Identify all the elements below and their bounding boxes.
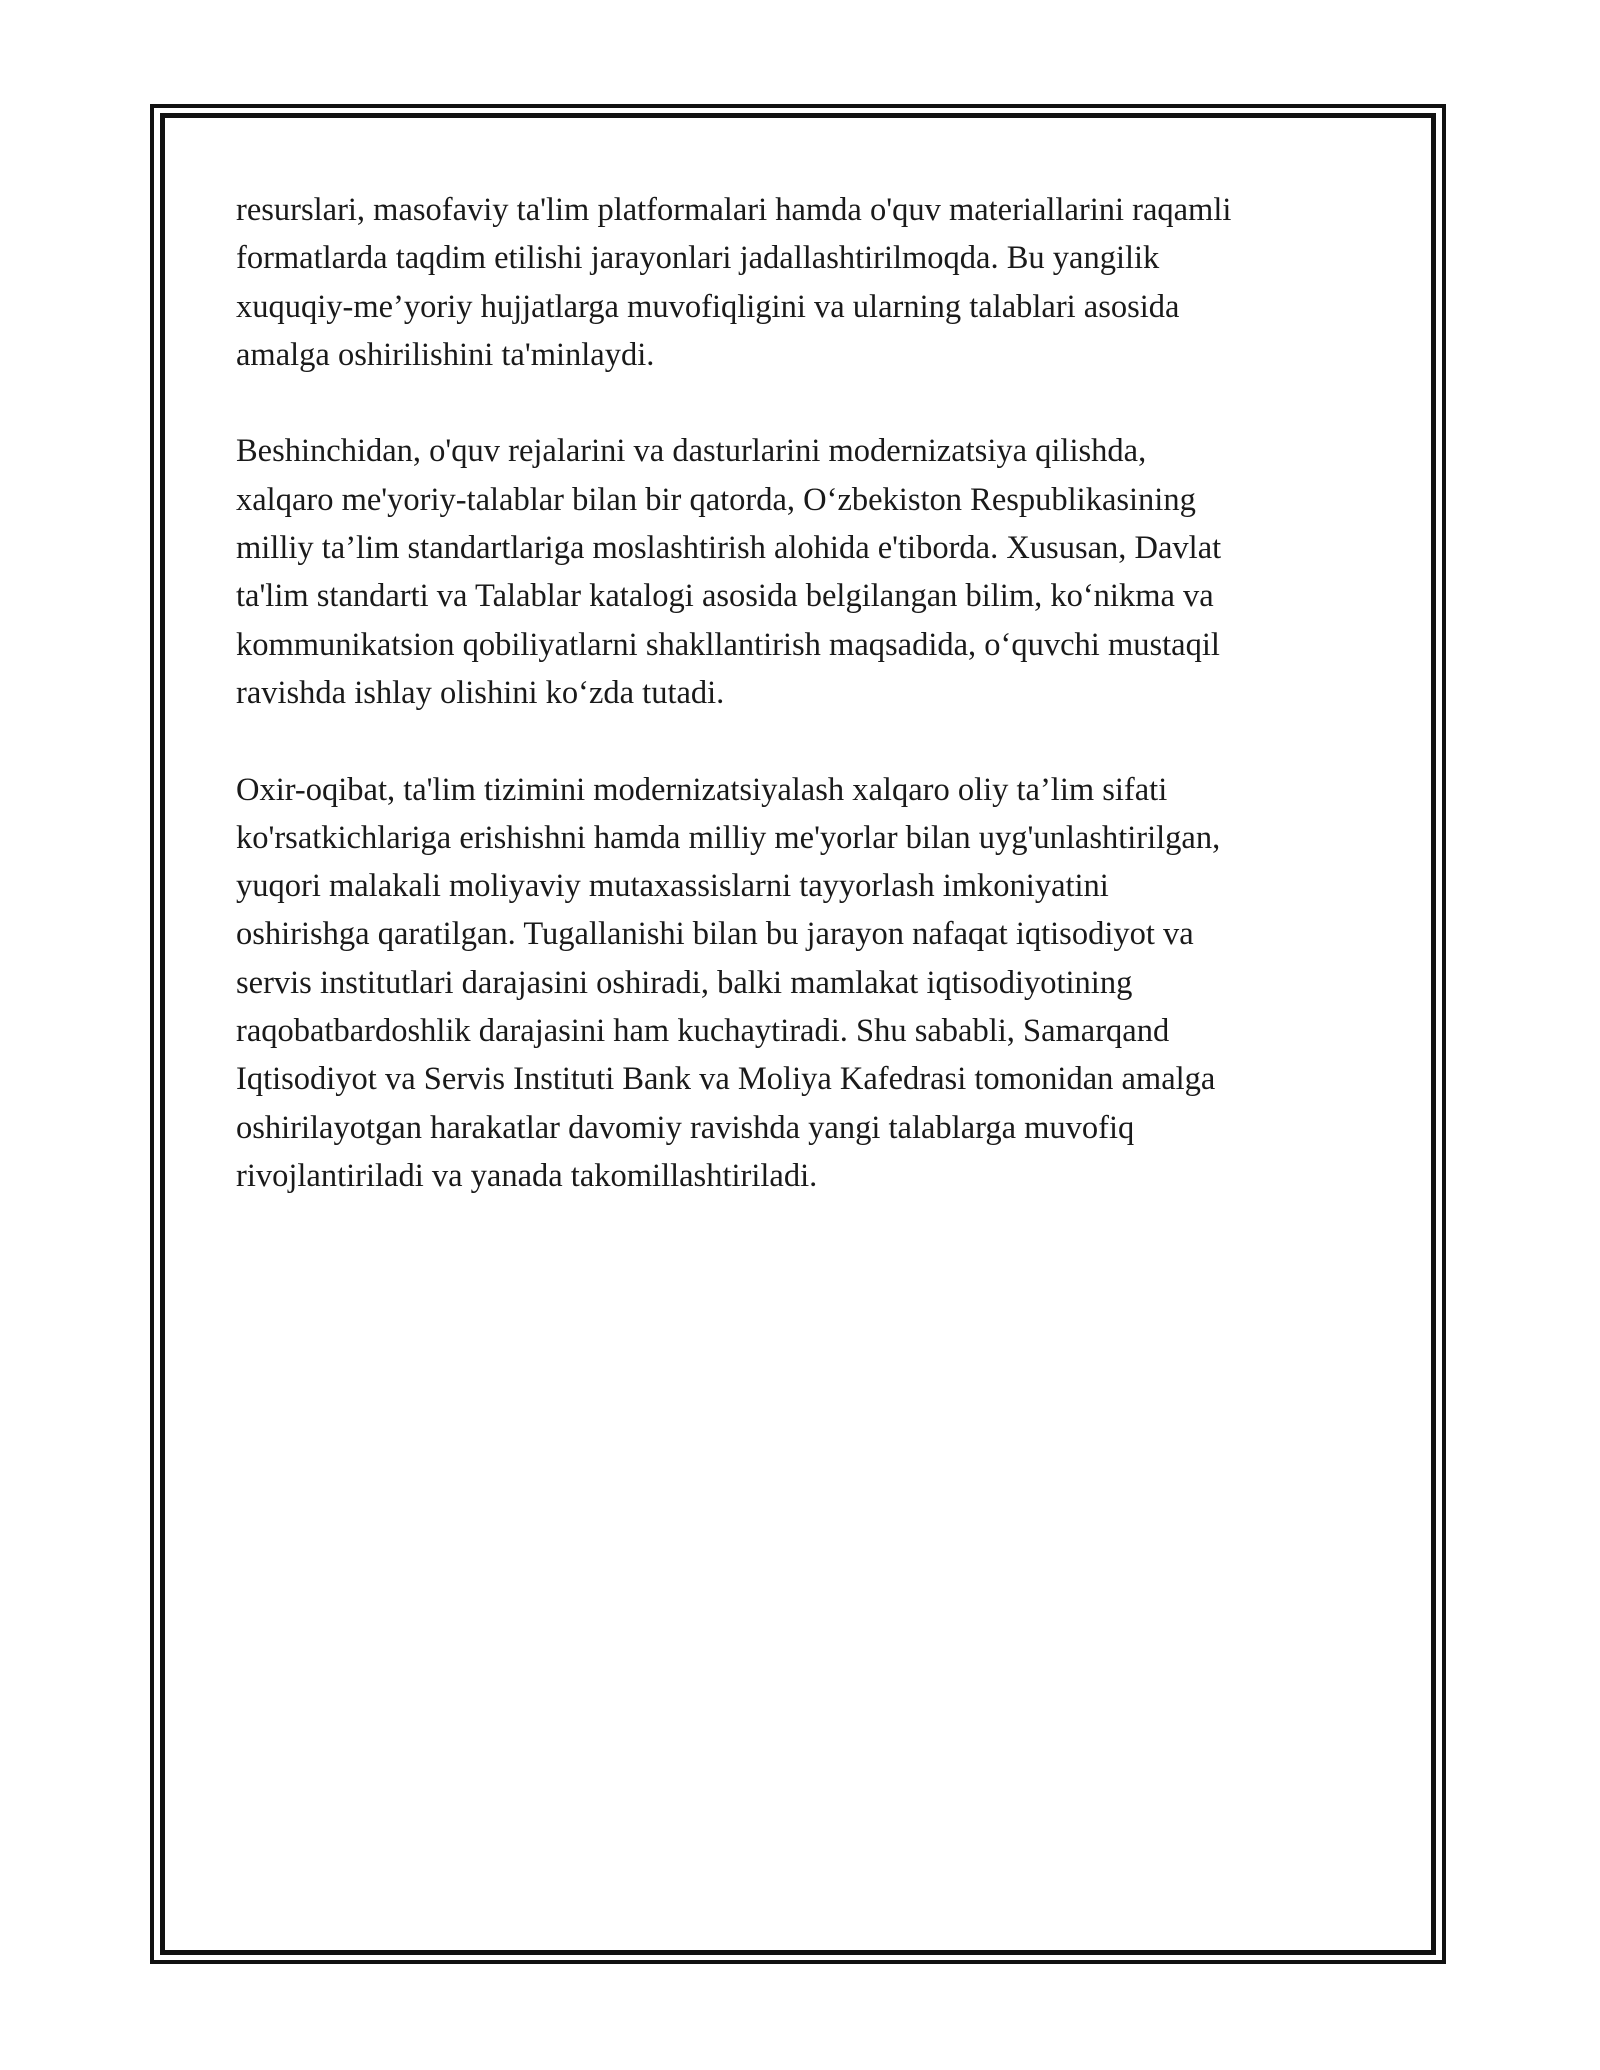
paragraph	[236, 427, 1366, 717]
text-line: servis institutlari darajasini oshiradi, balki mamlakat iqtisodiyotining	[236, 964, 1133, 1001]
text-line: raqobatbardoshlik darajasini ham kuchaytiradi. Shu sababli, Samarqand	[236, 1013, 1170, 1050]
text-line: ta'lim standarti va Talablar katalogi asosida belgilangan bilim, ko‘nikma va	[236, 578, 1214, 615]
text-line: ko'rsatkichlariga erishishni hamda milliy me'yorlar bilan uyg'unlashtirilgan,	[236, 819, 1221, 856]
text-line: Oxir-oqibat, ta'lim tizimini modernizatsiyalash xalqaro oliy ta’lim sifati	[236, 771, 1168, 808]
text-line: xalqaro me'yoriy-talablar bilan bir qatorda, O‘zbekiston Respublikasining	[236, 481, 1196, 518]
text-line: Iqtisodiyot va Servis Instituti Bank va Moliya Kafedrasi tomonidan amalga	[236, 1061, 1216, 1098]
text-line: amalga oshirilishini ta'minlaydi.	[236, 336, 655, 373]
text-line: rivojlantiriladi va yanada takomillashtiriladi.	[236, 1157, 818, 1194]
paragraph	[236, 186, 1366, 379]
text-line: oshirilayotgan harakatlar davomiy ravishda yangi talablarga muvofiq	[236, 1109, 1135, 1146]
text-line: Beshinchidan, o'quv rejalarini va dasturlarini modernizatsiya qilishda,	[236, 433, 1147, 470]
text-line: ravishda ishlay olishini ko‘zda tutadi.	[236, 674, 725, 711]
paragraph	[236, 766, 1366, 1201]
text-line: resurslari, masofaviy ta'lim platformalari hamda o'quv materiallarini raqamli	[236, 192, 1232, 228]
text-line: yuqori malakali moliyaviy mutaxassislarni tayyorlash imkoniyatini	[236, 868, 1109, 905]
text-line: oshirishga qaratilgan. Tugallanishi bilan bu jarayon nafaqat iqtisodiyot va	[236, 916, 1194, 953]
text-line: formatlarda taqdim etilishi jarayonlari jadallashtirilmoqda. Bu yangilik	[236, 240, 1160, 277]
document-body	[236, 186, 1366, 1249]
text-line: xuquqiy-me’yoriy hujjatlarga muvofiqligini va ularning talablari asosida	[236, 288, 1180, 325]
text-line: milliy ta’lim standartlariga moslashtirish alohida e'tiborda. Xususan, Davlat	[236, 530, 1222, 567]
text-line: kommunikatsion qobiliyatlarni shakllantirish maqsadida, o‘quvchi mustaqil	[236, 626, 1220, 663]
